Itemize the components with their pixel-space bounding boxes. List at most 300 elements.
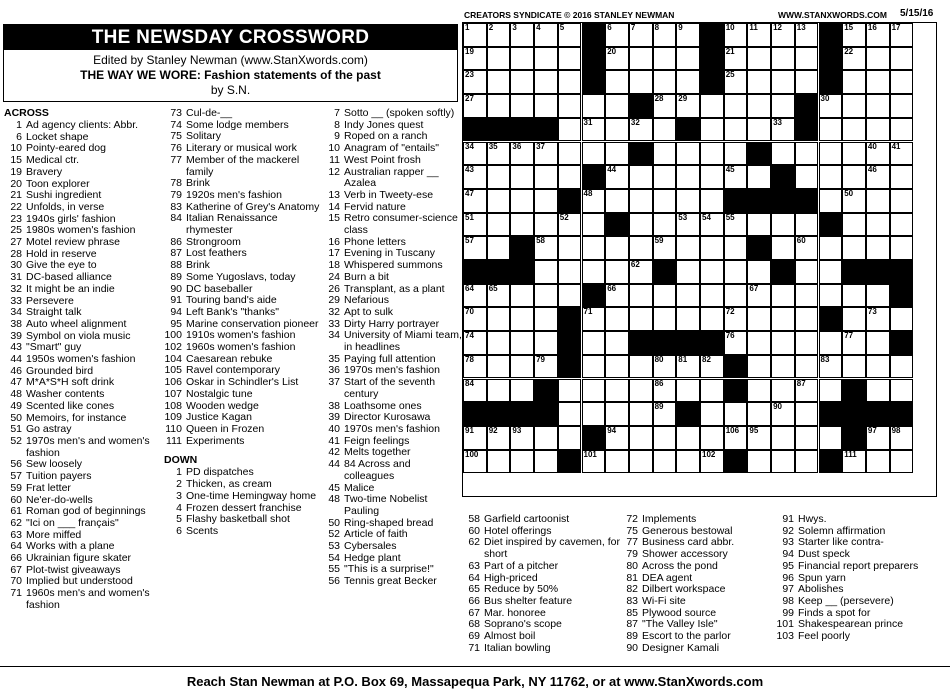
grid-cell[interactable] [605, 47, 629, 71]
grid-cell[interactable] [676, 142, 700, 166]
grid-cell[interactable] [795, 142, 819, 166]
grid-cell[interactable] [510, 450, 534, 474]
grid-cell[interactable] [463, 355, 487, 379]
grid-cell[interactable] [463, 426, 487, 450]
grid-cell[interactable] [795, 284, 819, 308]
grid-cell[interactable] [487, 189, 511, 213]
grid-cell[interactable] [463, 379, 487, 403]
grid-cell[interactable] [795, 213, 819, 237]
grid-cell[interactable] [890, 355, 914, 379]
grid-cell[interactable] [487, 379, 511, 403]
grid-cell[interactable] [487, 331, 511, 355]
grid-cell[interactable] [487, 165, 511, 189]
grid-cell[interactable] [890, 142, 914, 166]
grid-cell[interactable] [819, 142, 843, 166]
grid-cell[interactable] [605, 379, 629, 403]
grid-cell[interactable] [534, 189, 558, 213]
grid-cell[interactable] [866, 118, 890, 142]
grid-cell[interactable] [629, 307, 653, 331]
grid-cell[interactable] [724, 142, 748, 166]
grid-cell[interactable] [653, 142, 677, 166]
grid-cell[interactable] [747, 355, 771, 379]
grid-cell[interactable] [724, 47, 748, 71]
grid-cell[interactable] [463, 23, 487, 47]
grid-cell[interactable] [819, 331, 843, 355]
grid-cell[interactable] [653, 94, 677, 118]
grid-cell[interactable] [605, 189, 629, 213]
grid-cell[interactable] [890, 426, 914, 450]
grid-cell[interactable] [842, 355, 866, 379]
grid-cell[interactable] [629, 189, 653, 213]
grid-cell[interactable] [724, 236, 748, 260]
grid-cell[interactable] [724, 402, 748, 426]
grid-cell[interactable] [747, 23, 771, 47]
grid-cell[interactable] [747, 426, 771, 450]
grid-cell[interactable] [866, 70, 890, 94]
grid-cell[interactable] [582, 213, 606, 237]
grid-cell[interactable] [510, 355, 534, 379]
grid-cell[interactable] [747, 47, 771, 71]
grid-cell[interactable] [629, 260, 653, 284]
grid-cell[interactable] [534, 450, 558, 474]
grid-cell[interactable] [510, 213, 534, 237]
grid-cell[interactable] [724, 307, 748, 331]
grid-cell[interactable] [819, 94, 843, 118]
grid-cell[interactable] [629, 402, 653, 426]
grid-cell[interactable] [510, 189, 534, 213]
grid-cell[interactable] [819, 426, 843, 450]
grid-cell[interactable] [676, 23, 700, 47]
grid-cell[interactable] [842, 47, 866, 71]
grid-cell[interactable] [890, 450, 914, 474]
grid-cell[interactable] [890, 307, 914, 331]
grid-cell[interactable] [890, 70, 914, 94]
grid-cell[interactable] [700, 118, 724, 142]
grid-cell[interactable] [771, 70, 795, 94]
grid-cell[interactable] [510, 165, 534, 189]
grid-cell[interactable] [629, 213, 653, 237]
grid-cell[interactable] [605, 284, 629, 308]
grid-cell[interactable] [510, 47, 534, 71]
grid-cell[interactable] [747, 379, 771, 403]
grid-cell[interactable] [890, 213, 914, 237]
grid-cell[interactable] [534, 331, 558, 355]
grid-cell[interactable] [463, 236, 487, 260]
grid-cell[interactable] [700, 236, 724, 260]
grid-cell[interactable] [487, 426, 511, 450]
grid-cell[interactable] [795, 23, 819, 47]
grid-cell[interactable] [866, 94, 890, 118]
grid-cell[interactable] [487, 236, 511, 260]
grid-cell[interactable] [534, 142, 558, 166]
grid-cell[interactable] [724, 284, 748, 308]
clue-number: 83 [626, 594, 638, 607]
grid-cell[interactable] [747, 450, 771, 474]
grid-cell[interactable] [629, 236, 653, 260]
grid-cell[interactable] [771, 331, 795, 355]
grid-cell[interactable] [676, 70, 700, 94]
grid-cell[interactable] [771, 402, 795, 426]
grid-cell[interactable] [771, 142, 795, 166]
grid-cell[interactable] [582, 94, 606, 118]
grid-cell[interactable] [866, 189, 890, 213]
grid-cell[interactable] [534, 213, 558, 237]
grid-cell[interactable] [676, 450, 700, 474]
grid-cell[interactable] [819, 284, 843, 308]
grid-cell[interactable] [866, 47, 890, 71]
grid-cell[interactable] [819, 118, 843, 142]
grid-cell[interactable] [842, 118, 866, 142]
grid-cell[interactable] [653, 450, 677, 474]
grid-cell[interactable] [771, 118, 795, 142]
grid-cell[interactable] [747, 260, 771, 284]
cell-number: 47 [465, 188, 474, 198]
grid-cell[interactable] [582, 450, 606, 474]
grid-cell[interactable] [629, 426, 653, 450]
grid-cell[interactable] [653, 402, 677, 426]
grid-cell[interactable] [866, 355, 890, 379]
clue-number: 71 [10, 587, 22, 600]
grid-cell[interactable] [558, 47, 582, 71]
grid-cell[interactable] [510, 307, 534, 331]
grid-cell[interactable] [558, 165, 582, 189]
grid-cell[interactable] [771, 379, 795, 403]
grid-cell[interactable] [510, 379, 534, 403]
grid-cell[interactable] [605, 70, 629, 94]
grid-cell[interactable] [795, 402, 819, 426]
grid-cell[interactable] [724, 23, 748, 47]
grid-cell[interactable] [676, 426, 700, 450]
grid-cell[interactable] [700, 284, 724, 308]
grid-cell[interactable] [582, 236, 606, 260]
grid-cell[interactable] [487, 142, 511, 166]
grid-cell[interactable] [605, 94, 629, 118]
grid-cell[interactable] [771, 236, 795, 260]
grid-cell[interactable] [582, 402, 606, 426]
grid-cell[interactable] [605, 331, 629, 355]
grid-cell[interactable] [795, 165, 819, 189]
grid-cell[interactable] [795, 426, 819, 450]
grid-cell[interactable] [890, 23, 914, 47]
grid-cell[interactable] [724, 165, 748, 189]
grid-cell[interactable] [605, 118, 629, 142]
grid-cell[interactable] [771, 426, 795, 450]
grid-cell[interactable] [463, 284, 487, 308]
grid-cell[interactable] [724, 426, 748, 450]
grid-cell[interactable] [653, 118, 677, 142]
grid-cell[interactable] [463, 47, 487, 71]
grid-cell[interactable] [819, 355, 843, 379]
grid-cell[interactable] [866, 379, 890, 403]
grid-cell[interactable] [510, 142, 534, 166]
grid-cell[interactable] [653, 284, 677, 308]
grid-cell[interactable] [747, 165, 771, 189]
grid-cell[interactable] [582, 260, 606, 284]
grid-cell[interactable] [534, 260, 558, 284]
grid-cell[interactable] [890, 165, 914, 189]
grid-cell[interactable] [487, 307, 511, 331]
grid-cell[interactable] [605, 142, 629, 166]
grid-cell[interactable] [866, 307, 890, 331]
grid-cell[interactable] [676, 284, 700, 308]
grid-cell[interactable] [487, 355, 511, 379]
grid-cell[interactable] [582, 142, 606, 166]
grid-cell[interactable] [558, 260, 582, 284]
grid-cell[interactable] [771, 284, 795, 308]
grid-cell[interactable] [890, 236, 914, 260]
grid-cell[interactable] [629, 450, 653, 474]
grid-cell[interactable] [795, 47, 819, 71]
grid-cell[interactable] [819, 260, 843, 284]
grid-cell[interactable] [487, 284, 511, 308]
grid-cell[interactable] [842, 70, 866, 94]
grid-cell[interactable] [700, 213, 724, 237]
grid-cell[interactable] [558, 142, 582, 166]
grid-cell[interactable] [842, 94, 866, 118]
grid-cell[interactable] [653, 355, 677, 379]
grid-cell[interactable] [558, 426, 582, 450]
grid-cell[interactable] [866, 236, 890, 260]
grid-cell[interactable] [463, 94, 487, 118]
grid-cell[interactable] [510, 23, 534, 47]
grid-cell[interactable] [866, 165, 890, 189]
grid-cell[interactable] [747, 402, 771, 426]
grid-cell[interactable] [866, 284, 890, 308]
grid-cell[interactable] [795, 260, 819, 284]
grid-cell[interactable] [795, 331, 819, 355]
grid-cell[interactable] [629, 47, 653, 71]
grid-cell[interactable] [653, 189, 677, 213]
grid-cell[interactable] [534, 165, 558, 189]
clue-number: 52 [10, 434, 22, 447]
grid-cell[interactable] [605, 355, 629, 379]
grid-cell[interactable] [463, 165, 487, 189]
grid-cell[interactable] [487, 450, 511, 474]
grid-cell[interactable] [558, 94, 582, 118]
grid-cell[interactable] [842, 142, 866, 166]
grid-cell[interactable] [842, 165, 866, 189]
grid-cell[interactable] [842, 236, 866, 260]
grid-cell[interactable] [747, 331, 771, 355]
grid-cell[interactable] [558, 402, 582, 426]
grid-cell[interactable] [724, 118, 748, 142]
grid-cell[interactable] [463, 213, 487, 237]
grid-cell[interactable] [866, 142, 890, 166]
grid-cell[interactable] [866, 426, 890, 450]
grid-cell[interactable] [819, 379, 843, 403]
grid-cell[interactable] [534, 47, 558, 71]
grid-cell[interactable] [582, 118, 606, 142]
grid-cell[interactable] [463, 142, 487, 166]
grid-cell[interactable] [676, 355, 700, 379]
grid-cell[interactable] [487, 213, 511, 237]
grid-cell[interactable] [700, 379, 724, 403]
grid-cell[interactable] [463, 307, 487, 331]
grid-cell[interactable] [510, 331, 534, 355]
grid-cell[interactable] [676, 94, 700, 118]
grid-cell[interactable] [558, 70, 582, 94]
grid-cell[interactable] [534, 70, 558, 94]
grid-cell[interactable] [747, 307, 771, 331]
grid-cell[interactable] [653, 23, 677, 47]
grid-cell[interactable] [724, 260, 748, 284]
grid-cell[interactable] [700, 94, 724, 118]
clue-number: 38 [10, 317, 22, 330]
grid-cell[interactable] [771, 47, 795, 71]
grid-cell[interactable] [700, 307, 724, 331]
grid-cell[interactable] [842, 23, 866, 47]
grid-cell[interactable] [510, 284, 534, 308]
grid-cell[interactable] [842, 450, 866, 474]
grid-cell[interactable] [629, 355, 653, 379]
grid-cell[interactable] [463, 450, 487, 474]
black-square [487, 260, 511, 284]
grid-cell[interactable] [795, 307, 819, 331]
grid-cell[interactable] [463, 70, 487, 94]
grid-cell[interactable] [747, 94, 771, 118]
grid-cell[interactable] [558, 23, 582, 47]
grid-cell[interactable] [700, 260, 724, 284]
grid-cell[interactable] [771, 94, 795, 118]
grid-cell[interactable] [676, 189, 700, 213]
grid-cell[interactable] [866, 331, 890, 355]
grid-cell[interactable] [653, 47, 677, 71]
grid-cell[interactable] [653, 307, 677, 331]
grid-cell[interactable] [558, 379, 582, 403]
grid-cell[interactable] [747, 118, 771, 142]
grid-cell[interactable] [629, 165, 653, 189]
grid-cell[interactable] [676, 379, 700, 403]
grid-cell[interactable] [653, 70, 677, 94]
grid-cell[interactable] [747, 70, 771, 94]
grid-cell[interactable] [534, 236, 558, 260]
grid-cell[interactable] [890, 47, 914, 71]
grid-cell[interactable] [676, 236, 700, 260]
grid-cell[interactable] [487, 47, 511, 71]
grid-cell[interactable] [890, 379, 914, 403]
grid-cell[interactable] [629, 70, 653, 94]
grid-cell[interactable] [605, 402, 629, 426]
grid-cell[interactable] [605, 307, 629, 331]
grid-cell[interactable] [463, 189, 487, 213]
grid-cell[interactable] [605, 260, 629, 284]
grid-cell[interactable] [487, 94, 511, 118]
grid-cell[interactable] [558, 236, 582, 260]
grid-cell[interactable] [510, 70, 534, 94]
grid-cell[interactable] [771, 307, 795, 331]
grid-cell[interactable] [700, 165, 724, 189]
grid-cell[interactable] [629, 23, 653, 47]
grid-cell[interactable] [819, 189, 843, 213]
grid-cell[interactable] [747, 213, 771, 237]
grid-cell[interactable] [795, 379, 819, 403]
grid-cell[interactable] [700, 189, 724, 213]
grid-cell[interactable] [747, 284, 771, 308]
grid-cell[interactable] [582, 307, 606, 331]
grid-cell[interactable] [653, 213, 677, 237]
grid-cell[interactable] [842, 307, 866, 331]
grid-cell[interactable] [700, 450, 724, 474]
grid-cell[interactable] [653, 236, 677, 260]
grid-cell[interactable] [724, 213, 748, 237]
grid-cell[interactable] [890, 189, 914, 213]
grid-cell[interactable] [724, 94, 748, 118]
grid-cell[interactable] [605, 236, 629, 260]
grid-cell[interactable] [676, 47, 700, 71]
grid-cell[interactable] [605, 165, 629, 189]
grid-cell[interactable] [724, 331, 748, 355]
grid-cell[interactable] [771, 213, 795, 237]
grid-cell[interactable] [558, 213, 582, 237]
grid-cell[interactable] [819, 236, 843, 260]
grid-cell[interactable] [653, 379, 677, 403]
grid-cell[interactable] [842, 189, 866, 213]
grid-cell[interactable] [771, 450, 795, 474]
grid-cell[interactable] [558, 284, 582, 308]
grid-cell[interactable] [487, 70, 511, 94]
grid-cell[interactable] [676, 260, 700, 284]
grid-cell[interactable] [534, 307, 558, 331]
grid-cell[interactable] [676, 307, 700, 331]
grid-cell[interactable] [795, 70, 819, 94]
grid-cell[interactable] [700, 355, 724, 379]
grid-cell[interactable] [700, 402, 724, 426]
grid-cell[interactable] [558, 118, 582, 142]
grid-cell[interactable] [653, 426, 677, 450]
grid-cell[interactable] [842, 213, 866, 237]
grid-cell[interactable] [700, 142, 724, 166]
grid-cell[interactable] [534, 284, 558, 308]
grid-cell[interactable] [487, 23, 511, 47]
grid-cell[interactable] [890, 118, 914, 142]
grid-cell[interactable] [866, 213, 890, 237]
grid-cell[interactable] [605, 23, 629, 47]
grid-cell[interactable] [629, 379, 653, 403]
grid-cell[interactable] [866, 23, 890, 47]
grid-cell[interactable] [771, 23, 795, 47]
grid-cell[interactable] [795, 355, 819, 379]
grid-cell[interactable] [676, 165, 700, 189]
grid-cell[interactable] [534, 23, 558, 47]
grid-cell[interactable] [534, 355, 558, 379]
grid-cell[interactable] [463, 331, 487, 355]
grid-cell[interactable] [819, 165, 843, 189]
grid-cell[interactable] [582, 355, 606, 379]
grid-cell[interactable] [724, 70, 748, 94]
grid-cell[interactable] [700, 426, 724, 450]
grid-cell[interactable] [629, 284, 653, 308]
grid-cell[interactable] [795, 450, 819, 474]
grid-cell[interactable] [582, 331, 606, 355]
grid-cell[interactable] [771, 355, 795, 379]
grid-cell[interactable] [842, 331, 866, 355]
grid-cell[interactable] [653, 165, 677, 189]
grid-cell[interactable] [605, 450, 629, 474]
grid-cell[interactable] [890, 94, 914, 118]
grid-cell[interactable] [510, 426, 534, 450]
grid-cell[interactable] [534, 426, 558, 450]
grid-cell[interactable] [510, 94, 534, 118]
grid-cell[interactable] [795, 236, 819, 260]
grid-cell[interactable] [676, 213, 700, 237]
grid-cell[interactable] [629, 118, 653, 142]
grid-cell[interactable] [534, 94, 558, 118]
grid-cell[interactable] [582, 189, 606, 213]
grid-cell[interactable] [605, 426, 629, 450]
grid-cell[interactable] [842, 284, 866, 308]
grid-cell[interactable] [866, 450, 890, 474]
grid-cell[interactable] [582, 379, 606, 403]
